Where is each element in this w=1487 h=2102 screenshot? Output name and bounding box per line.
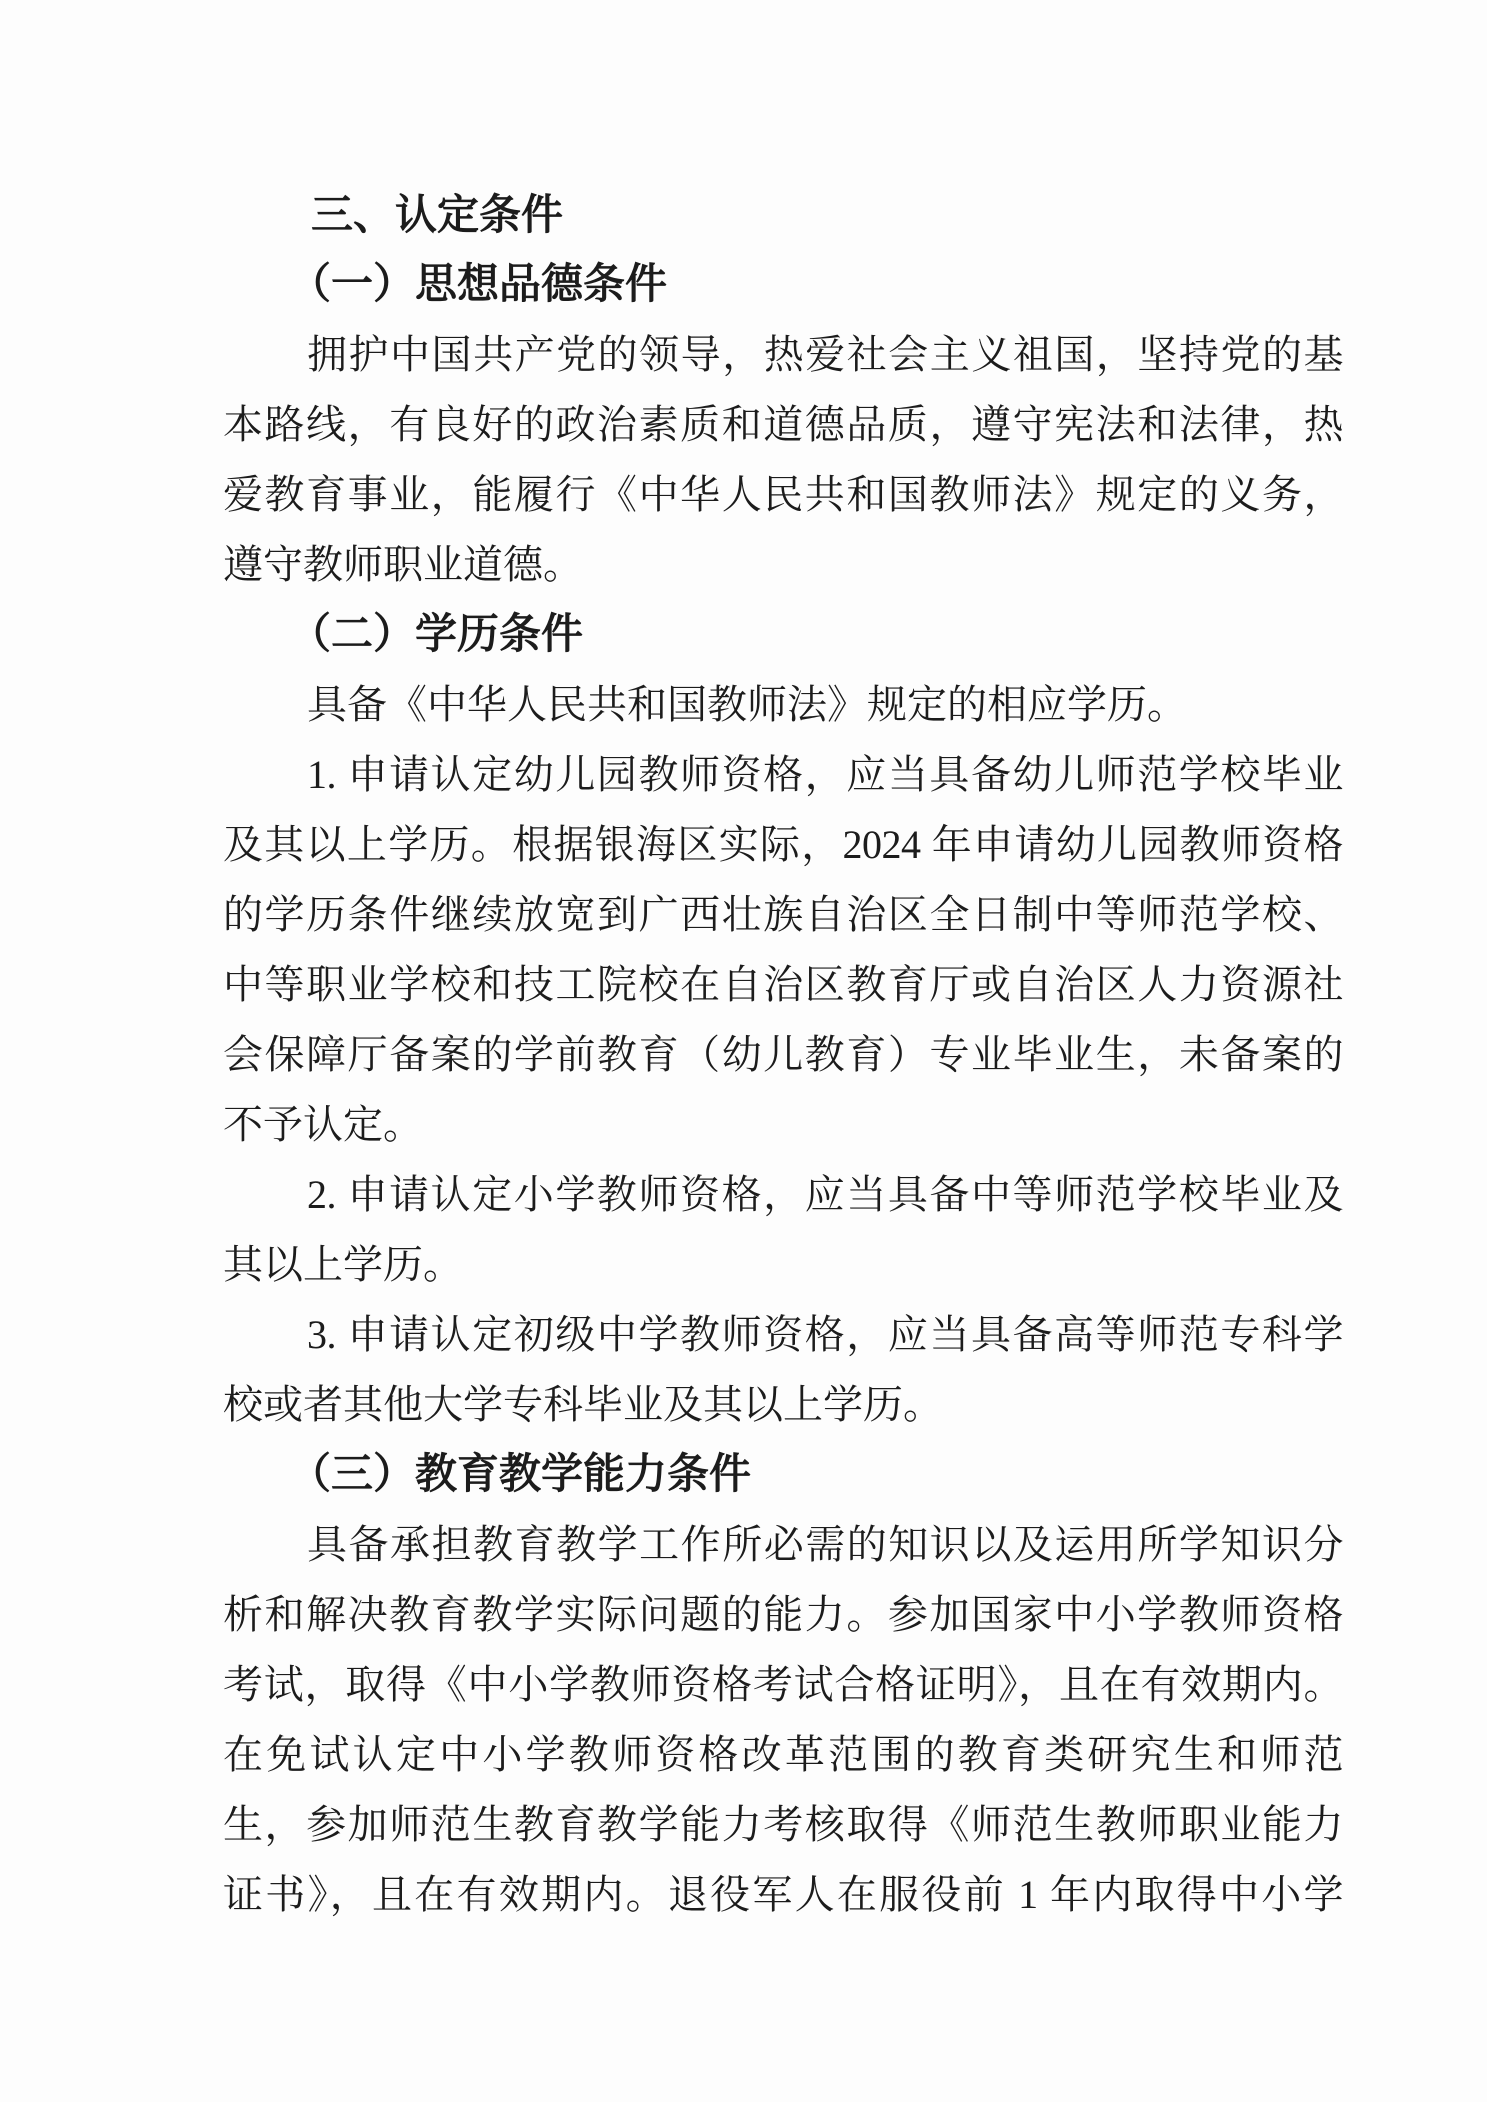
body-text-line: 析和解决教育教学实际问题的能力。参加国家中小学教师资格: [223, 1592, 1343, 1637]
body-text-line: 1. 申请认定幼儿园教师资格，应当具备幼儿师范学校毕业: [307, 752, 1343, 797]
body-text-line: 爱教育事业，能履行《中华人民共和国教师法》规定的义务，: [223, 472, 1343, 517]
body-text-line: 的学历条件继续放宽到广西壮族自治区全日制中等师范学校、: [223, 892, 1343, 937]
body-text-line: 生，参加师范生教育教学能力考核取得《师范生教师职业能力: [223, 1802, 1343, 1847]
body-text-line: 证书》，且在有效期内。退役军人在服役前 1 年内取得中小学: [223, 1872, 1343, 1917]
body-text-line: 拥护中国共产党的领导，热爱社会主义祖国，坚持党的基: [307, 332, 1343, 377]
subsection-heading-2: （二）学历条件: [289, 612, 584, 658]
subsection-heading-1: （一）思想品德条件: [289, 262, 668, 308]
section-heading: 三、认定条件: [311, 191, 564, 238]
body-text-line: 其以上学历。: [223, 1242, 463, 1287]
subsection-heading-3: （三）教育教学能力条件: [289, 1452, 752, 1498]
document-body: [223, 180, 1343, 1930]
body-text-line: 校或者其他大学专科毕业及其以上学历。: [223, 1382, 943, 1427]
body-text-line: 2. 申请认定小学教师资格，应当具备中等师范学校毕业及: [307, 1172, 1343, 1217]
body-text-line: 本路线，有良好的政治素质和道德品质，遵守宪法和法律，热: [223, 402, 1343, 447]
body-text-line: 具备承担教育教学工作所必需的知识以及运用所学知识分: [307, 1522, 1343, 1567]
body-text-line: 中等职业学校和技工院校在自治区教育厅或自治区人力资源社: [223, 962, 1343, 1007]
body-text-line: 3. 申请认定初级中学教师资格，应当具备高等师范专科学: [307, 1312, 1343, 1357]
body-text-line: 具备《中华人民共和国教师法》规定的相应学历。: [307, 682, 1187, 727]
body-text-line: 不予认定。: [223, 1102, 423, 1147]
body-text-line: 遵守教师职业道德。: [223, 542, 583, 587]
body-text-line: 会保障厅备案的学前教育（幼儿教育）专业毕业生，未备案的: [223, 1032, 1343, 1077]
body-text-line: 在免试认定中小学教师资格改革范围的教育类研究生和师范: [223, 1732, 1343, 1777]
body-text-line: 考试，取得《中小学教师资格考试合格证明》，且在有效期内。: [223, 1662, 1343, 1707]
body-text-line: 及其以上学历。根据银海区实际，2024 年申请幼儿园教师资格: [223, 822, 1343, 867]
